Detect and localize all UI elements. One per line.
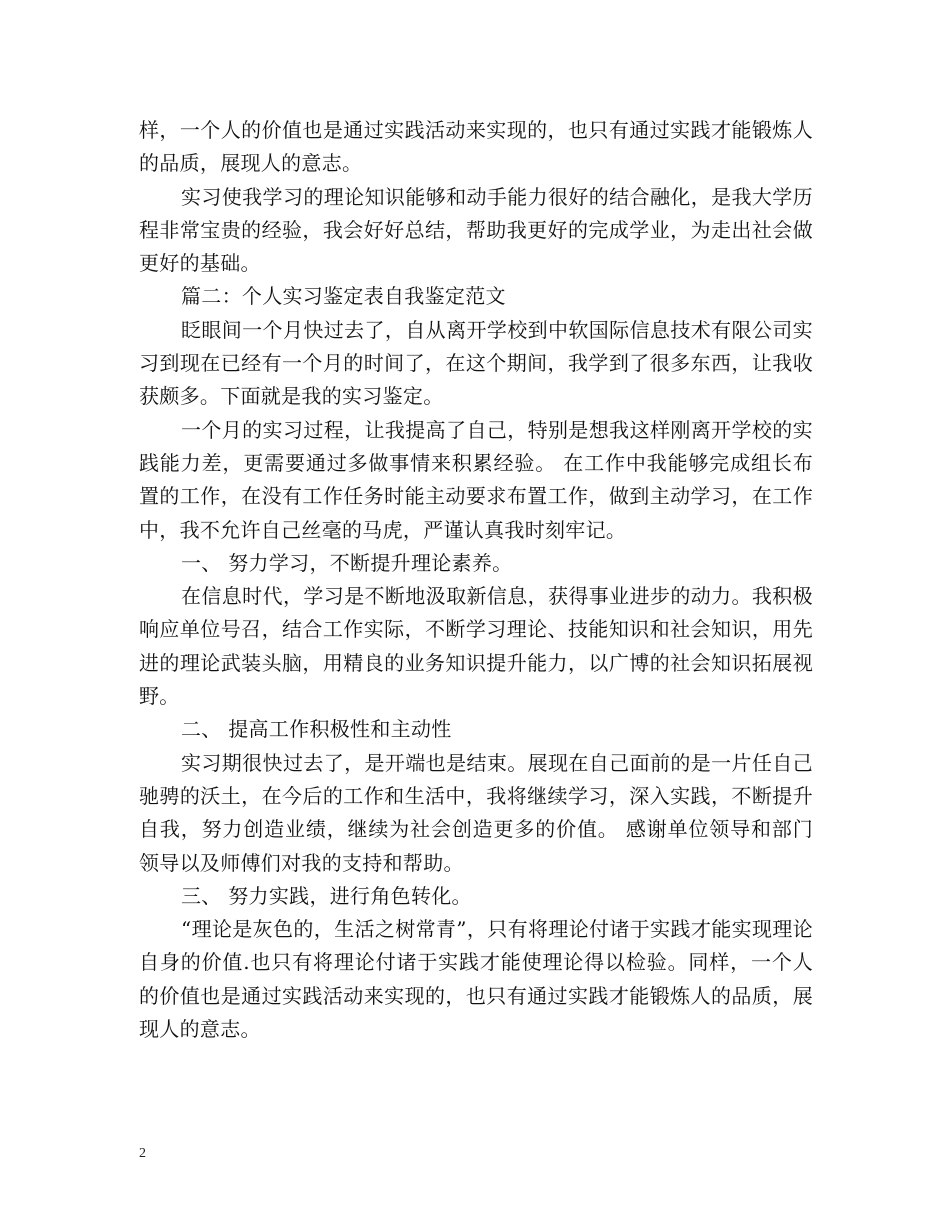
paragraph-continuation: 样，一个人的价值也是通过实践活动来实现的，也只有通过实践才能锻炼人的品质，展现人的意志。 (139, 118, 813, 176)
paragraph: 一个月的实习过程，让我提高了自己，特别是想我这样刚离开学校的实践能力差，更需要通过多做事情来积累经验。 在工作中我能够完成组长布置的工作，在没有工作任务时能主动要求布置工作，做到主动学习，在工作中，我不允许自己丝毫的马虎，严谨认真我时刻牢记。 (139, 417, 813, 542)
paragraph: 眨眼间一个月快过去了，自从离开学校到中软国际信息技术有限公司实习到现在已经有一个月的时间了，在这个期间，我学到了很多东西，让我收获颇多。下面就是我的实习鉴定。 (139, 317, 813, 409)
paragraph: 在信息时代，学习是不断地汲取新信息，获得事业进步的动力。我积极响应单位号召，结合工作实际，不断学习理论、技能知识和社会知识，用先进的理论武装头脑，用精良的业务知识提升能力，以广博的社会知识拓展视野。 (139, 584, 813, 709)
subheading: 一、 努力学习，不断提升理论素养。 (181, 550, 513, 575)
paragraph: 实习期很快过去了，是开端也是结束。展现在自己面前的是一片任自己驰骋的沃土，在今后的工作和生活中，我将继续学习，深入实践，不断提升自我，努力创造业绩，继续为社会创造更多的价值。 感谢单位领导和部门领导以及师傅们对我的支持和帮助。 (139, 750, 813, 875)
subheading: 三、 努力实践，进行角色转化。 (181, 883, 472, 908)
paragraph: “理论是灰色的，生活之树常青”，只有将理论付诸于实践才能实现理论自身的价值.也只有将理论付诸于实践才能使理论得以检验。同样，一个人的价值也是通过实践活动来实现的，也只有通过实践才能锻炼人的品质，展现人的意志。 (139, 917, 813, 1042)
document-body (139, 114, 813, 1046)
paragraph: 实习使我学习的理论知识能够和动手能力很好的结合融化，是我大学历程非常宝贵的经验，我会好好总结，帮助我更好的完成学业，为走出社会做更好的基础。 (139, 184, 813, 276)
subheading: 二、 提高工作积极性和主动性 (181, 717, 452, 742)
section-heading: 篇二：个人实习鉴定表自我鉴定范文 (181, 284, 506, 309)
page-number: 2 (139, 1146, 146, 1161)
